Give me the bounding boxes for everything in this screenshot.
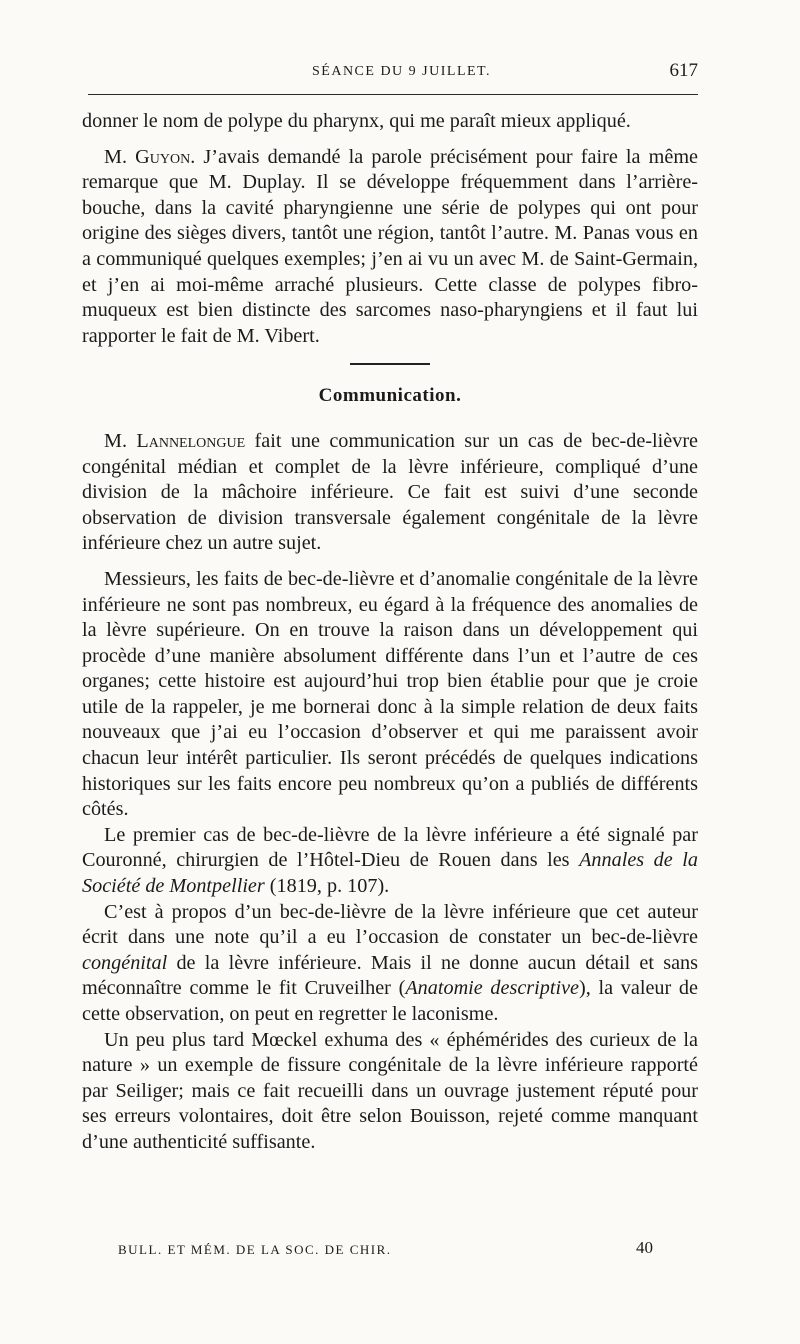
text-run: (1819, p. 107). bbox=[264, 875, 390, 898]
header-rule bbox=[88, 94, 698, 95]
text-run: Le premier cas de bec-de-lièvre de la lèvre inférieure a été signalé par Couronné, chirurgien de l’Hôtel-Dieu de Rouen dans les bbox=[82, 823, 698, 872]
text-run: donner le nom de polype du pharynx, qui me paraît mieux appliqué. bbox=[82, 110, 631, 132]
paragraph bbox=[82, 429, 698, 557]
italic-text: congénital bbox=[82, 951, 168, 974]
paragraph bbox=[82, 1028, 698, 1156]
italic-text: Annales de la Société de Montpellier bbox=[82, 849, 698, 898]
text-run: de la lèvre inférieure. Mais il ne donne aucun détail et sans méconnaître comme le fit Cruveilher ( bbox=[82, 951, 698, 1000]
paragraph bbox=[82, 145, 698, 350]
speaker-name: Guyon bbox=[135, 145, 191, 168]
text-run: Un peu plus tard Mœckel exhuma des « éphémérides des curieux de la nature » un exemple de fissure congénitale de la lèvre inférieure rapporté par Seiliger; mais ce fait recueilli dans un ouvrage justement réputé pour ses erreurs volontaires, doit être selon Bouisson, rejeté comme manquant d’une authenticité suffisante. bbox=[82, 1028, 698, 1153]
running-title: SÉANCE DU 9 JUILLET. bbox=[312, 64, 492, 79]
text-run: ), la valeur de cette observation, on peut en regretter le laconisme. bbox=[82, 977, 698, 1025]
paragraph bbox=[82, 567, 698, 823]
paragraph bbox=[82, 823, 698, 900]
printer-signature: BULL. ET MÉM. DE LA SOC. DE CHIR. bbox=[118, 1242, 392, 1257]
section-separator bbox=[350, 363, 430, 365]
speaker-name: Lannelongue bbox=[136, 429, 246, 452]
italic-text: Anatomie descriptive bbox=[405, 977, 579, 1000]
text-run: M. bbox=[104, 429, 137, 452]
running-head bbox=[82, 58, 698, 88]
text-run: fait une communication sur un cas de bec-de-lièvre congénital médian et complet de la lèvre inférieure, compliqué d’une division de la mâchoire inférieure. Ce fait est suivi d’une seconde observation de division transversale également congénitale de la lèvre inférieure chez un autre sujet. bbox=[82, 429, 698, 555]
text-run: M. bbox=[104, 145, 136, 168]
article-body bbox=[82, 109, 698, 1156]
sheet-number: 40 bbox=[636, 1238, 653, 1257]
page-number: 617 bbox=[669, 60, 698, 81]
text-run: . J’avais demandé la parole précisément pour faire la même remarque que M. Duplay. Il se développe fréquemment dans l’arrière-bouche, dans la cavité pharyngienne une série de polypes qui ont pour origine des sièges divers, tantôt une région, tantôt l’autre. M. Panas vous en a communiqué quelques exemples; j’en ai vu un avec M. de Saint-Germain, et j’en ai moi-même arraché plusieurs. Cette classe de polypes fibro-muqueux est bien distincte des sarcomes naso-pharyngiens et il faut lui rapporter le fait de M. Vibert. bbox=[82, 145, 698, 347]
text-run: Messieurs, les faits de bec-de-lièvre et d’anomalie congénitale de la lèvre inférieure ne sont pas nombreux, eu égard à la fréquence des anomalies de la lèvre supérieure. On en trouve la raison dans un développement qui procède d’une manière absolument différente dans l’un et l’autre de ces organes; cette histoire est aujourd’hui trop bien établie pour que je croie utile de la rappeler, je me bornerai donc à la simple relation de deux faits nouveaux que j’ai eu l’occasion d’observer et qui me paraissent avoir chacun leur intérêt particulier. Ils seront précédés de quelques indications historiques sur les faits encore peu nombreux qu’on a publiés de différents côtés. bbox=[82, 567, 698, 821]
paragraph bbox=[82, 900, 698, 1028]
text-run: C’est à propos d’un bec-de-lièvre de la lèvre inférieure que cet auteur écrit dans une note qu’il a eu l’occasion de constater un bec-de-lièvre bbox=[82, 900, 698, 949]
page bbox=[82, 58, 698, 1156]
section-heading: Communication. bbox=[318, 385, 462, 407]
paragraph bbox=[82, 109, 698, 135]
